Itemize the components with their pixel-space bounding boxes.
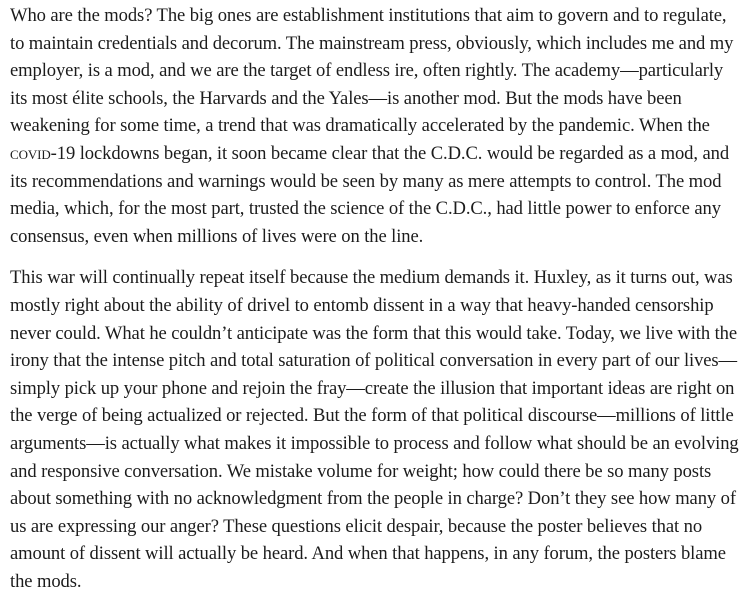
paragraph-mods xyxy=(10,2,742,250)
paragraph-war: This war will continually repeat itself because the medium demands it. Huxley, as it turns out, was mostly right about the ability of drivel to entomb dissent in a way that heavy-handed censorship never could. What he couldn’t anticipate was the form that this would take. Today, we live with the irony that the intense pitch and total saturation of political conversation in every part of our lives—simply pick up your phone and rejoin the fray—create the illusion that important ideas are right on the verge of being actualized or rejected. But the form of that political discourse—millions of little arguments—is actually what makes it impossible to process and follow what should be an evolving and responsive conversation. We mistake volume for weight; how could there be so many posts about something with no acknowledgment from the people in charge? Don’t they see how many of us are expressing our anger? These questions elicit despair, because the poster believes that no amount of dissent will actually be heard. And when that happens, in any forum, the posters blame the mods. xyxy=(10,267,739,592)
paragraph-mods-text-start: Who are the mods? The big ones are establishment institutions that aim to govern and to regulate, to maintain credentials and decorum. The mainstream press, obviously, which includes me and my employer, is a mod, and we are the target of endless ire, often rightly. The academy—particularly its most élite schools, the Harvards and the Yales—is another mod. But the mods have been weakening for some time, a trend that was dramatically accelerated by the pandemic. When the xyxy=(10,5,734,137)
paragraph-mods-text-end: -19 lockdowns began, it soon became clear that the C.D.C. would be regarded as a mod, and its recommendations and warnings would be seen by many as mere attempts to control. The mod media, which, for the most part, trusted the science of the C.D.C., had little power to enforce any consensus, even when millions of lives were on the line. xyxy=(10,142,730,247)
covid-smallcaps: covid xyxy=(10,142,51,164)
